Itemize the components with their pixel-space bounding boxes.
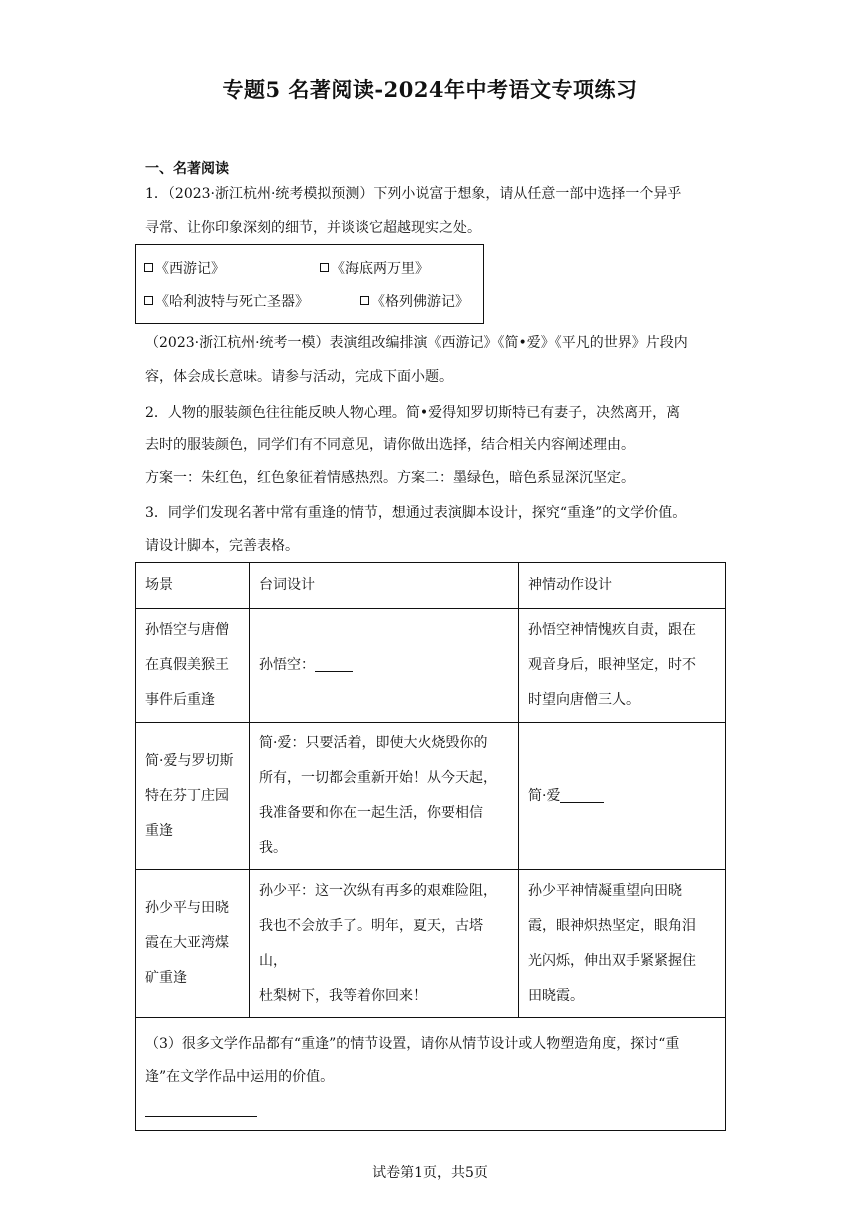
script-table bbox=[135, 562, 726, 1131]
scene-line: 简·爱与罗切斯 bbox=[145, 752, 234, 769]
option-label: 《西游记》 bbox=[155, 261, 225, 277]
checkbox-icon[interactable] bbox=[320, 263, 329, 272]
sub-question-line: 逢”在文学作品中运用的价值。 bbox=[145, 1069, 335, 1085]
question-3-line-1: 3．同学们发现名著中常有重逢的情节，想通过表演脚本设计，探究“重逢”的文学价值。 bbox=[145, 505, 687, 521]
answer-blank[interactable] bbox=[560, 786, 604, 803]
question-1-line-1: 1．（2023·浙江杭州·统考模拟预测）下列小说富于想象，请从任意一部中选择一个异乎 bbox=[145, 186, 682, 202]
option-harry-potter[interactable] bbox=[144, 292, 309, 312]
option-label: 《哈利波特与死亡圣器》 bbox=[155, 294, 309, 310]
option-haidi[interactable] bbox=[320, 259, 429, 279]
action-line: 田晓霞。 bbox=[528, 987, 584, 1004]
scene-line: 孙少平与田晓 bbox=[145, 900, 229, 916]
dialogue-line: 孙少平：这一次纵有再多的艰难险阻， bbox=[259, 882, 497, 899]
scene-line: 在真假美猴王 bbox=[145, 657, 229, 673]
sub-question-3-cell bbox=[136, 1018, 726, 1131]
table-row bbox=[136, 870, 726, 1018]
intro-line-2: 容，体会成长意味。请参与活动，完成下面小题。 bbox=[145, 369, 453, 385]
header-scene: 场景 bbox=[136, 563, 250, 609]
section-heading: 一、名著阅读 bbox=[145, 161, 229, 177]
action-line: 观音身后，眼神坚定，时不 bbox=[528, 657, 696, 673]
table-footer-row bbox=[136, 1018, 726, 1131]
scene-cell bbox=[136, 870, 250, 1018]
dialogue-text: 孙悟空： bbox=[259, 657, 315, 673]
options-box bbox=[135, 244, 484, 324]
action-line: 光闪烁，伸出双手紧紧握住 bbox=[528, 952, 696, 969]
scene-line: 孙悟空与唐僧 bbox=[145, 622, 229, 638]
answer-line-wrap bbox=[145, 1094, 716, 1116]
action-line: 孙悟空神情愧疚自责，跟在 bbox=[528, 622, 696, 638]
checkbox-icon[interactable] bbox=[144, 296, 153, 305]
action-text: 简·爱 bbox=[528, 787, 561, 804]
dialogue-line: 我。 bbox=[259, 840, 287, 856]
dialogue-line: 我准备要和你在一起生活，你要相信 bbox=[259, 805, 483, 821]
dialogue-line: 杜梨树下，我等着你回来！ bbox=[259, 987, 427, 1004]
question-3-line-2: 请设计脚本，完善表格。 bbox=[145, 538, 299, 554]
question-1-line-2: 寻常、让你印象深刻的细节，并谈谈它超越现实之处。 bbox=[145, 220, 481, 236]
checkbox-icon[interactable] bbox=[360, 296, 369, 305]
option-xiyouji[interactable] bbox=[144, 259, 225, 279]
page-footer: 试卷第1页，共5页 bbox=[372, 1165, 488, 1181]
intro-line-1: （2023·浙江杭州·统考一模）表演组改编排演《西游记》《简•爱》《平凡的世界》片段内 bbox=[145, 335, 688, 351]
header-action: 神情动作设计 bbox=[519, 563, 726, 609]
scene-line: 事件后重逢 bbox=[145, 692, 215, 708]
scene-line: 重逢 bbox=[145, 822, 173, 839]
scene-line: 霞在大亚湾煤 bbox=[145, 935, 229, 951]
table-row bbox=[136, 723, 726, 870]
dialogue-cell bbox=[250, 870, 519, 1018]
question-2-line-3: 方案一：朱红色，红色象征着情感热烈。方案二：墨绿色，暗色系显深沉坚定。 bbox=[145, 470, 635, 486]
table-row bbox=[136, 609, 726, 723]
question-2-line-1: 2．人物的服装颜色往往能反映人物心理。简•爱得知罗切斯特已有妻子，决然离开，离 bbox=[145, 405, 681, 421]
option-label: 《海底两万里》 bbox=[331, 261, 429, 277]
dialogue-cell bbox=[250, 609, 519, 723]
checkbox-icon[interactable] bbox=[144, 263, 153, 272]
answer-blank[interactable] bbox=[315, 655, 353, 672]
sub-question-line: （3）很多文学作品都有“重逢”的情节设置，请你从情节设计或人物塑造角度，探讨“重 bbox=[145, 1036, 680, 1052]
dialogue-cell bbox=[250, 723, 519, 870]
action-line: 霞，眼神炽热坚定，眼角泪 bbox=[528, 917, 696, 934]
question-2-line-2: 去时的服装颜色，同学们有不同意见，请你做出选择，结合相关内容阐述理由。 bbox=[145, 437, 635, 453]
action-line: 孙少平神情凝重望向田晓 bbox=[528, 882, 682, 899]
dialogue-line: 简·爱：只要活着，即使大火烧毁你的 bbox=[259, 735, 488, 751]
action-cell bbox=[519, 609, 726, 723]
dialogue-line: 我也不会放手了。明年，夏天，古塔山， bbox=[259, 917, 483, 969]
scene-line: 矿重逢 bbox=[145, 970, 187, 986]
answer-blank[interactable] bbox=[145, 1106, 257, 1117]
action-cell bbox=[519, 870, 726, 1018]
option-gulliver[interactable] bbox=[360, 292, 469, 312]
dialogue-line: 所有，一切都会重新开始！从今天起， bbox=[259, 770, 497, 786]
table-header-row bbox=[136, 563, 726, 609]
action-line: 时望向唐僧三人。 bbox=[528, 692, 640, 708]
action-cell bbox=[519, 723, 726, 870]
scene-cell bbox=[136, 723, 250, 870]
page-title: 专题5 名著阅读-2024年中考语文专项练习 bbox=[222, 77, 638, 102]
scene-cell bbox=[136, 609, 250, 723]
header-dialogue: 台词设计 bbox=[250, 563, 519, 609]
scene-line: 特在芬丁庄园 bbox=[145, 787, 229, 804]
option-label: 《格列佛游记》 bbox=[371, 294, 469, 310]
